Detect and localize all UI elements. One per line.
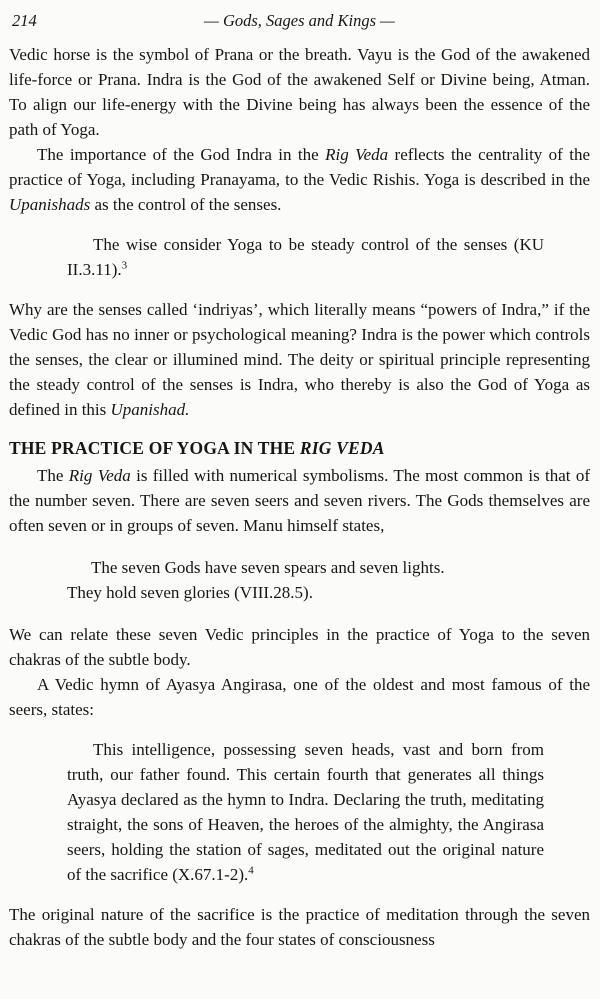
paragraph-3-text: Why are the senses called ‘indriyas’, which literally means “powers of Indra,” if the Vedic God has no inner or psychological meaning? Indra is the power which controls the senses, the clear or illumined mind. The deity or spiritual principle representing the steady control of the senses is Indra, who thereby is also the God of Yoga as defined in this xyxy=(9,300,590,419)
book-title-rig-veda: Rig Veda xyxy=(325,145,389,164)
paragraph-6 xyxy=(9,672,590,722)
paragraph-4-text: is filled with numerical symbolisms. The most common is that of the number seven. There are seven seers and seven rivers. The Gods themselves are often seven or in groups of seven. Manu himself states, xyxy=(9,466,591,535)
running-header xyxy=(9,8,590,36)
book-title-upanishad: Upanishad. xyxy=(110,400,190,419)
paragraph-4-text: The xyxy=(37,466,69,485)
paragraph-5 xyxy=(9,622,590,672)
verse-line-2: They hold seven glories (VIII.28.5). xyxy=(67,583,313,602)
book-title-upanishads: Upanishads xyxy=(9,195,91,214)
section-heading-text: THE PRACTICE OF YOGA IN THE xyxy=(9,438,300,458)
block-quote-3-text: This intelligence, possessing seven heads, vast and born from truth, our father found. This certain fourth that generates all things Ayasya declared as the hymn to Indra. Declaring the truth, meditating straight, the sons of Heaven, the heroes of the almighty, the Angirasa seers, holding the station of sages, meditated out the original nature of the sacrifice (X.67.1-2). xyxy=(67,740,544,884)
paragraph-7 xyxy=(9,902,590,952)
section-heading xyxy=(9,436,590,461)
book-title-rig-veda: Rig Veda xyxy=(68,466,131,485)
paragraph-2-text: reflects the centrality of the practice of Yoga, including Pranayama, to the Vedic Rishis. Yoga is described in the xyxy=(9,145,590,189)
footnote-ref-3: 3 xyxy=(121,259,128,272)
block-quote-1-text: The wise consider Yoga to be steady control of the senses (KU II.3.11). xyxy=(67,235,544,279)
paragraph-3 xyxy=(9,297,590,422)
block-quote-2 xyxy=(67,555,544,605)
running-header-title: — Gods, Sages and Kings — xyxy=(204,11,395,30)
paragraph-2-text: as the control of the senses. xyxy=(90,195,282,214)
verse-line-1: The seven Gods have seven spears and seven lights. xyxy=(91,558,445,577)
paragraph-2-text: The importance of the God Indra in the xyxy=(37,145,326,164)
paragraph-7-text: The original nature of the sacrifice is the practice of meditation through the seven chakras of the subtle body and the four states of consciousness xyxy=(9,905,590,949)
section-heading-rig-veda: RIG VEDA xyxy=(299,438,385,458)
paragraph-5-text: We can relate these seven Vedic principles in the practice of Yoga to the seven chakras of the subtle body. xyxy=(9,625,590,669)
block-quote-3 xyxy=(67,737,544,887)
paragraph-1-text: Vedic horse is the symbol of Prana or the breath. Vayu is the God of the awakened life-force or Prana. Indra is the God of the awakened Self or Divine being, Atman. To align our life-energy with the Divine being has always been the essence of the path of Yoga. xyxy=(9,45,590,139)
block-quote-1 xyxy=(67,232,544,282)
paragraph-1 xyxy=(9,42,590,142)
footnote-ref-4: 4 xyxy=(248,864,254,877)
page-number: 214 xyxy=(12,11,37,30)
paragraph-4 xyxy=(9,463,590,538)
paragraph-6-text: A Vedic hymn of Ayasya Angirasa, one of the oldest and most famous of the seers, states: xyxy=(9,675,590,719)
paragraph-2 xyxy=(9,142,590,217)
